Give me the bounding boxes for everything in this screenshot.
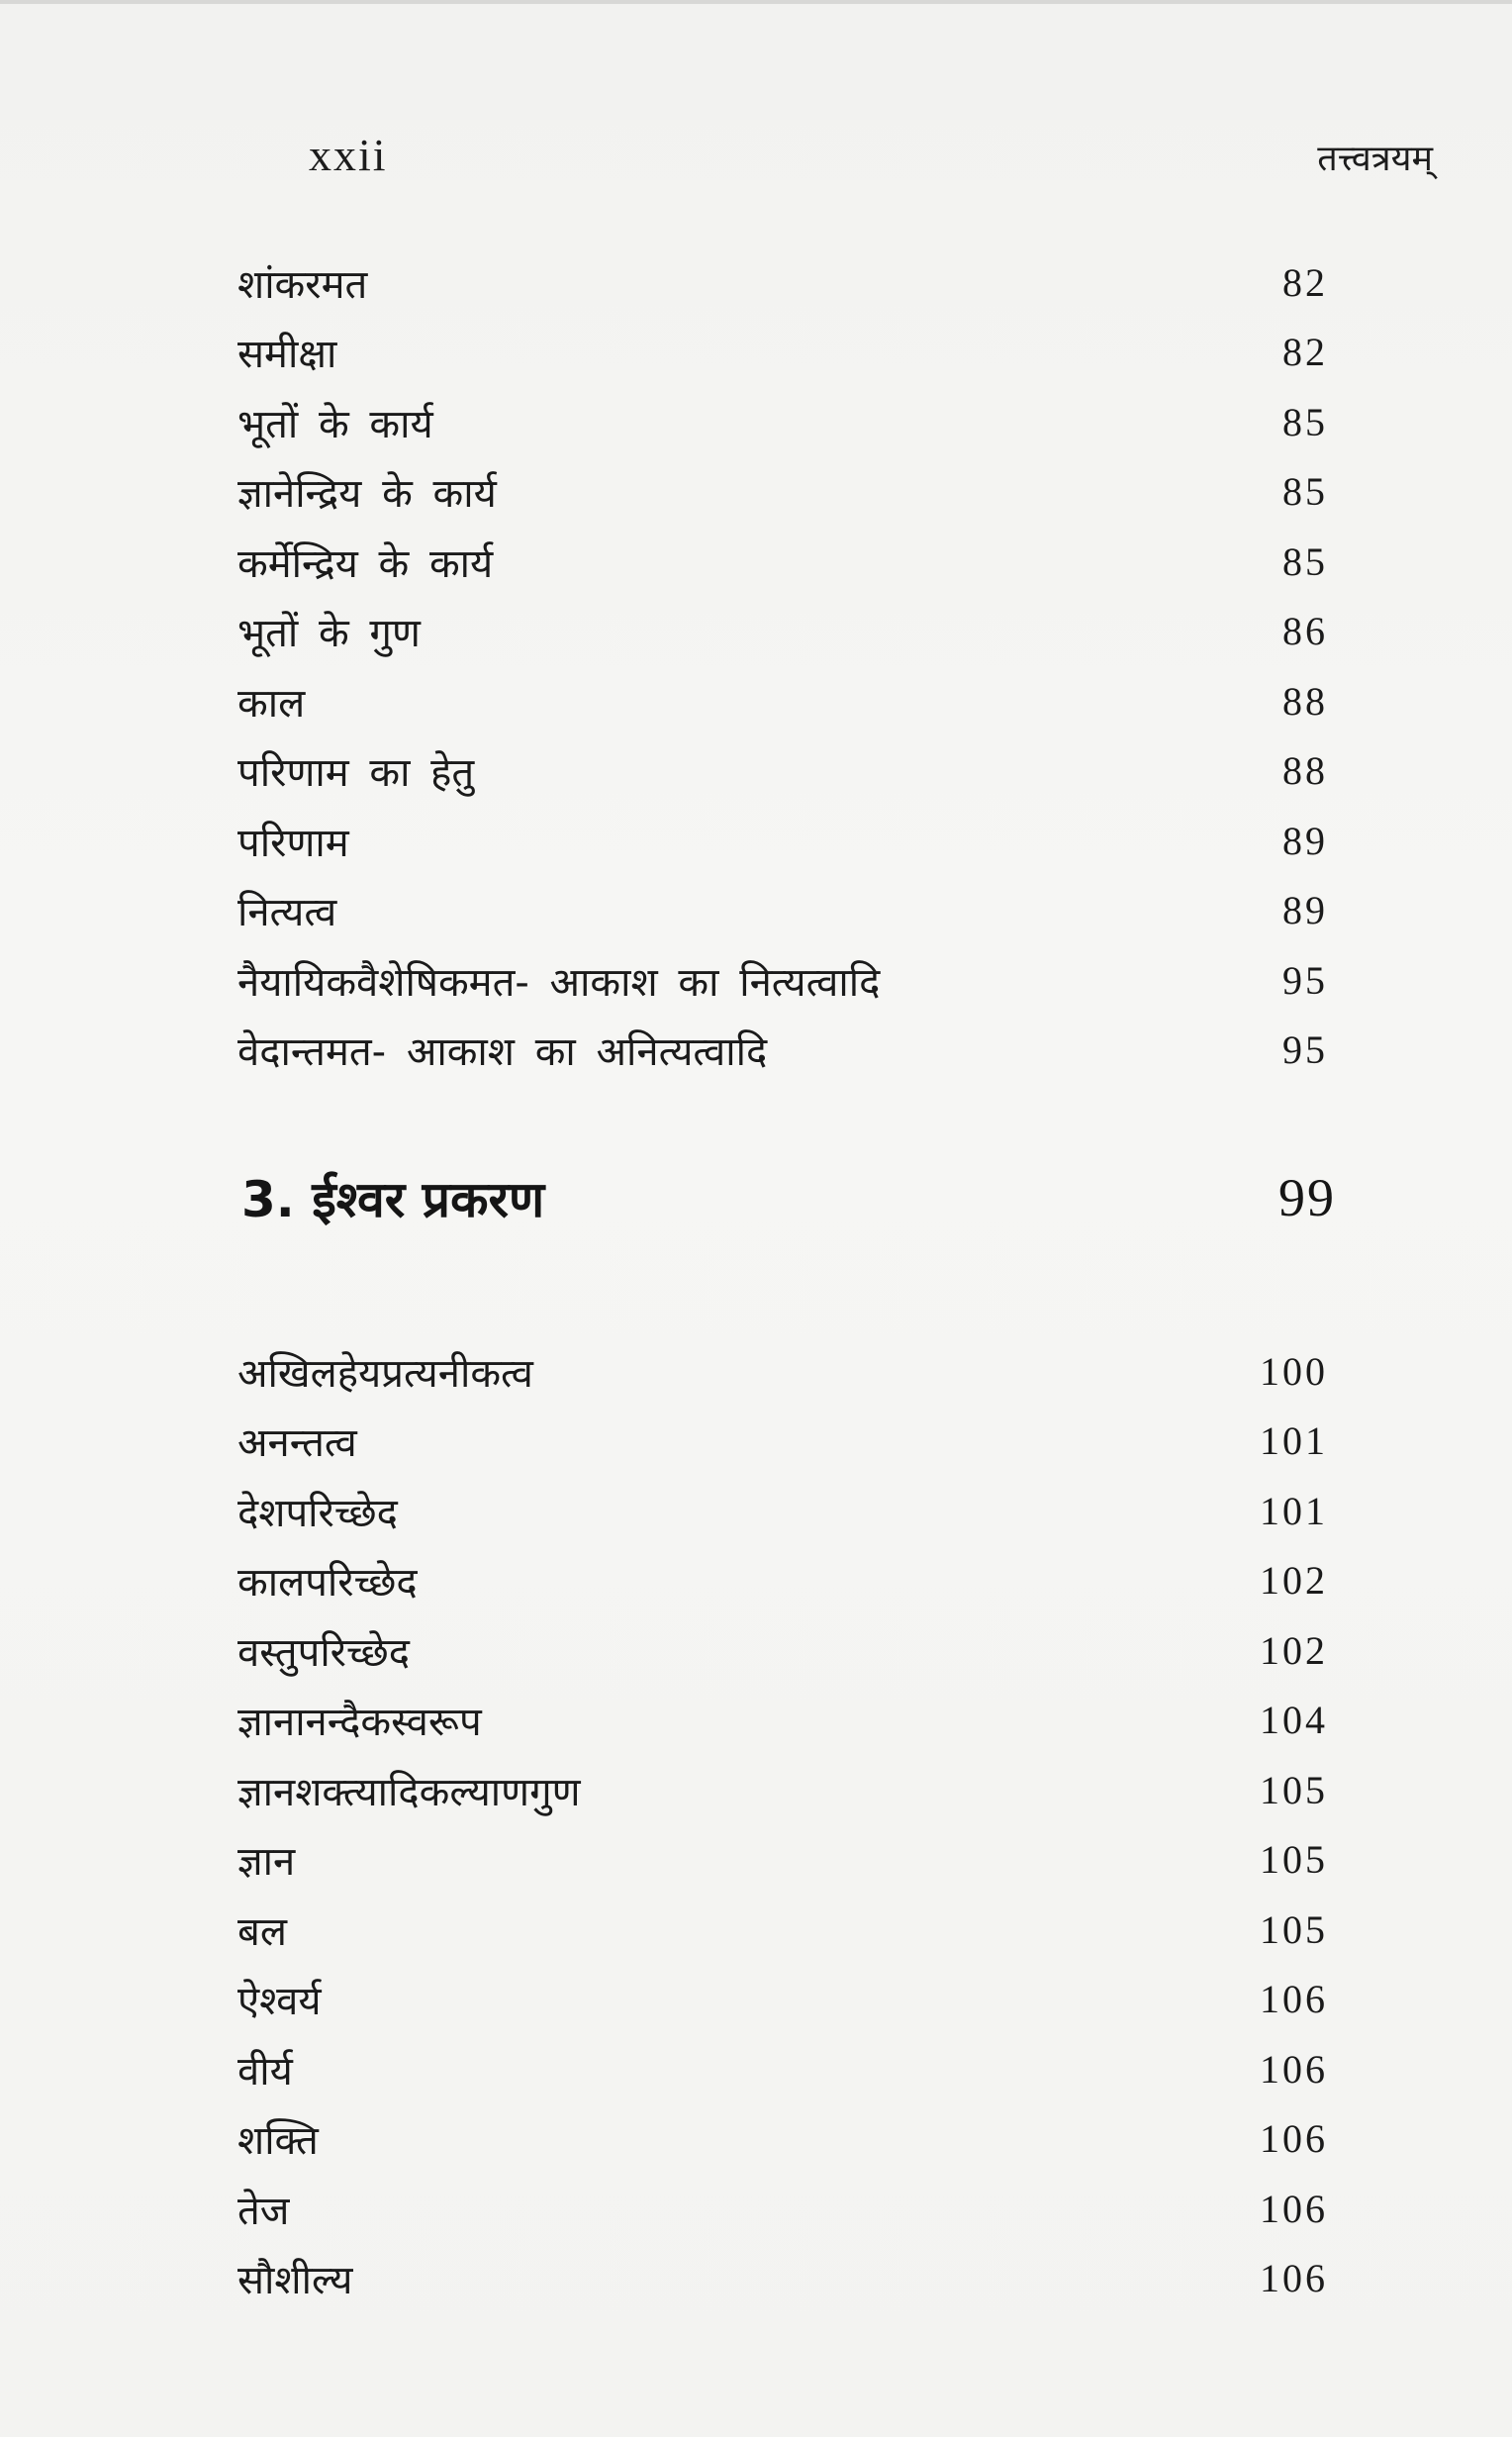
toc-entry bbox=[237, 1965, 1336, 2035]
chapter-title: 3. ईश्वर प्रकरण bbox=[241, 1171, 545, 1228]
toc-entry bbox=[237, 1016, 1336, 1086]
toc-section-a bbox=[237, 247, 1336, 1085]
toc-entry-label: तेज bbox=[237, 2188, 290, 2234]
toc-entry bbox=[237, 1336, 1336, 1407]
toc-entry-page: 86 bbox=[1282, 609, 1328, 654]
toc-entry-page: 106 bbox=[1260, 2256, 1328, 2301]
toc-entry bbox=[237, 457, 1336, 528]
running-head bbox=[0, 129, 1512, 188]
toc-entry-page: 88 bbox=[1282, 748, 1328, 794]
chapter-heading bbox=[241, 1153, 1340, 1242]
toc-entry bbox=[237, 1825, 1336, 1896]
toc-entry-page: 82 bbox=[1282, 330, 1328, 375]
toc-entry bbox=[237, 527, 1336, 597]
toc-entry-page: 105 bbox=[1260, 1837, 1328, 1883]
toc-entry-label: नित्यत्व bbox=[237, 890, 337, 936]
toc-entry bbox=[237, 597, 1336, 667]
toc-entry bbox=[237, 2174, 1336, 2244]
toc-entry bbox=[237, 2104, 1336, 2175]
toc-entry-page: 85 bbox=[1282, 399, 1328, 444]
toc-entry-page: 85 bbox=[1282, 538, 1328, 584]
toc-section-b bbox=[237, 1336, 1336, 2313]
page-top-edge bbox=[0, 0, 1512, 4]
toc-entry-label: परिणाम का हेतु bbox=[237, 750, 475, 797]
toc-entry bbox=[237, 318, 1336, 388]
toc-entry-page: 102 bbox=[1260, 1558, 1328, 1604]
toc-entry-page: 89 bbox=[1282, 888, 1328, 933]
toc-entry-label: वस्तुपरिच्छेद bbox=[237, 1629, 411, 1676]
toc-entry-label: ज्ञानेन्द्रिय के कार्य bbox=[237, 471, 497, 518]
toc-entry-label: देशपरिच्छेद bbox=[237, 1490, 398, 1536]
toc-entry-label: ज्ञानानन्दैकस्वरूप bbox=[237, 1700, 482, 1746]
toc-entry-label: कालपरिच्छेद bbox=[237, 1560, 418, 1607]
toc-entry-page: 102 bbox=[1260, 1627, 1328, 1673]
toc-entry-page: 101 bbox=[1260, 1488, 1328, 1533]
toc-entry-label: बल bbox=[237, 1908, 287, 1955]
toc-entry-label: नैयायिकवैशेषिकमत- आकाश का नित्यत्वादि bbox=[237, 959, 881, 1006]
book-title: तत्त्वत्रयम् bbox=[1317, 139, 1433, 179]
toc-entry bbox=[237, 876, 1336, 946]
toc-entry bbox=[237, 1476, 1336, 1546]
toc-entry-page: 101 bbox=[1260, 1418, 1328, 1464]
toc-entry-label: वीर्य bbox=[237, 2048, 293, 2095]
toc-entry-label: शांकरमत bbox=[237, 261, 368, 308]
toc-entry-page: 105 bbox=[1260, 1767, 1328, 1812]
toc-entry bbox=[237, 1686, 1336, 1756]
chapter-page-number: 99 bbox=[1278, 1168, 1336, 1227]
toc-entry bbox=[237, 1546, 1336, 1616]
toc-entry-label: ऐश्वर्य bbox=[237, 1979, 322, 2025]
toc-entry-page: 106 bbox=[1260, 2046, 1328, 2092]
toc-entry-page: 85 bbox=[1282, 469, 1328, 515]
toc-entry-page: 106 bbox=[1260, 2116, 1328, 2162]
toc-entry-label: कर्मेन्द्रिय के कार्य bbox=[237, 540, 494, 587]
toc-entry-label: वेदान्तमत- आकाश का अनित्यत्वादि bbox=[237, 1029, 768, 1076]
toc-entry bbox=[237, 806, 1336, 876]
toc-entry bbox=[237, 1407, 1336, 1477]
toc-entry-page: 88 bbox=[1282, 678, 1328, 724]
toc-entry-label: सौशील्य bbox=[237, 2258, 353, 2304]
toc-entry-label: ज्ञान bbox=[237, 1839, 296, 1886]
toc-entry-label: भूतों के गुण bbox=[237, 611, 421, 657]
toc-entry bbox=[237, 666, 1336, 736]
toc-entry-page: 100 bbox=[1260, 1348, 1328, 1394]
toc-entry-label: काल bbox=[237, 680, 306, 727]
page-number: xxii bbox=[309, 130, 388, 180]
toc-entry bbox=[237, 1895, 1336, 1965]
toc-entry bbox=[237, 2034, 1336, 2104]
toc-entry-label: भूतों के कार्य bbox=[237, 401, 433, 447]
toc-entry bbox=[237, 736, 1336, 807]
toc-entry-page: 106 bbox=[1260, 2186, 1328, 2231]
toc-entry-page: 106 bbox=[1260, 1977, 1328, 2022]
toc-entry bbox=[237, 247, 1336, 318]
toc-entry-label: शक्ति bbox=[237, 2118, 319, 2165]
toc-entry-label: ज्ञानशक्त्यादिकल्याणगुण bbox=[237, 1769, 581, 1815]
toc-entry-label: अखिलहेयप्रत्यनीकत्व bbox=[237, 1350, 533, 1397]
toc-entry-label: परिणाम bbox=[237, 820, 349, 866]
toc-entry bbox=[237, 1615, 1336, 1686]
toc-entry-page: 95 bbox=[1282, 1027, 1328, 1073]
toc-entry-page: 89 bbox=[1282, 818, 1328, 863]
toc-entry bbox=[237, 2244, 1336, 2314]
toc-entry-page: 82 bbox=[1282, 259, 1328, 305]
toc-entry bbox=[237, 387, 1336, 457]
toc-entry-page: 105 bbox=[1260, 1906, 1328, 1952]
toc-entry-label: समीक्षा bbox=[237, 332, 337, 378]
toc-entry bbox=[237, 945, 1336, 1016]
toc-entry-page: 95 bbox=[1282, 957, 1328, 1003]
toc-entry bbox=[237, 1755, 1336, 1825]
toc-entry-page: 104 bbox=[1260, 1698, 1328, 1743]
toc-entry-label: अनन्तत्व bbox=[237, 1420, 357, 1467]
